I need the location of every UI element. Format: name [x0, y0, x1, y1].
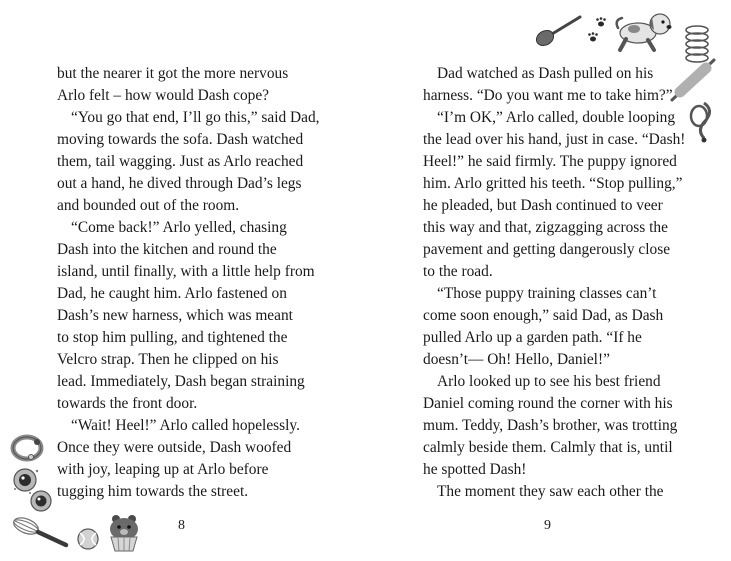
right-text-line: harness. “Do you want me to take him?” [423, 87, 673, 104]
left-text-line: “You go that end, I’ll go this,” said Dad, [71, 109, 320, 126]
right-text-line: come soon enough,” said Dad, as Dash [423, 307, 664, 324]
dog-collar-icon [10, 432, 44, 464]
right-text-line: he pleaded, but Dash continued to veer [423, 197, 663, 214]
left-text-line: moving towards the sofa. Dash watched [57, 131, 304, 148]
left-text-line: to stop him pulling, and tightened the [57, 329, 288, 346]
wooden-spoon-icon [534, 14, 582, 48]
right-text-line: calmly beside them. Calmly that is, until [423, 439, 673, 456]
left-text-line: Dad, he caught him. Arlo fastened on [57, 285, 287, 302]
right-text-line: doesn’t— Oh! Hello, Daniel!” [423, 351, 610, 368]
dog-lead-icon [688, 100, 718, 144]
rolling-pin-icon [668, 56, 718, 104]
right-text-line: Heel!” he said firmly. The puppy ignored [423, 153, 677, 170]
left-text-line: Dash into the kitchen and round the [57, 241, 277, 258]
left-text-line: “Wait! Heel!” Arlo called hopelessly. [71, 417, 300, 434]
right-text-line: pavement and getting dangerously close [423, 241, 671, 258]
left-text-line: out a hand, he dived through Dad’s legs [57, 175, 302, 192]
right-text-line: pulled Arlo up a garden path. “If he [423, 329, 642, 346]
left-page-text [57, 63, 319, 503]
right-text-line: “Those puppy training classes can’t [437, 285, 657, 302]
dog-food-bowl-icon [27, 488, 55, 514]
right-text-line: this way and that, zigzagging across the [423, 219, 668, 236]
right-text-line: Arlo looked up to see his best friend [437, 373, 661, 390]
page-number-right: 9 [544, 518, 551, 533]
left-text-line: lead. Immediately, Dash began straining [57, 373, 305, 390]
puppy-icon [612, 8, 676, 54]
page-number-left: 8 [178, 518, 185, 533]
left-text-line: and bounded out of the room. [57, 197, 240, 214]
tennis-ball-icon [76, 527, 100, 551]
left-text-line: Velcro strap. Then he clipped on his [57, 351, 279, 368]
right-text-line: he spotted Dash! [423, 461, 527, 478]
right-text-line: Daniel coming round the corner with his [423, 395, 673, 412]
right-text-line: to the road. [423, 263, 493, 280]
left-text-line: island, until finally, with a little help from [57, 263, 315, 280]
whisk-icon [10, 514, 70, 550]
right-text-line: mum. Teddy, Dash’s brother, was trotting [423, 417, 678, 434]
right-text-line: him. Arlo gritted his teeth. “Stop pulling,” [423, 175, 683, 192]
left-text-line: tugging him towards the street. [57, 483, 249, 500]
left-text-line: Once they were outside, Dash woofed [57, 439, 292, 456]
left-text-line: but the nearer it got the more nervous [57, 65, 289, 82]
left-text-line: them, tail wagging. Just as Arlo reached [57, 153, 304, 170]
left-text-line: Arlo felt – how would Dash cope? [57, 87, 269, 104]
right-text-line: The moment they saw each other the [437, 483, 664, 500]
left-text-line: “Come back!” Arlo yelled, chasing [71, 219, 287, 236]
right-text-line: the lead over his hand, just in case. “Dash! [423, 131, 686, 148]
right-text-line: Dad watched as Dash pulled on his [437, 65, 654, 82]
left-text-line: towards the front door. [57, 395, 198, 412]
paw-prints-icon [586, 16, 610, 46]
left-text-line: with joy, leaping up at Arlo before [57, 461, 269, 478]
left-page [0, 0, 365, 561]
right-page-text [423, 63, 686, 503]
left-text-line: Dash’s new harness, which was meant [57, 307, 293, 324]
right-text-line: “I’m OK,” Arlo called, double looping [437, 109, 676, 126]
cupcake-icon [106, 512, 142, 552]
right-page [366, 0, 731, 561]
